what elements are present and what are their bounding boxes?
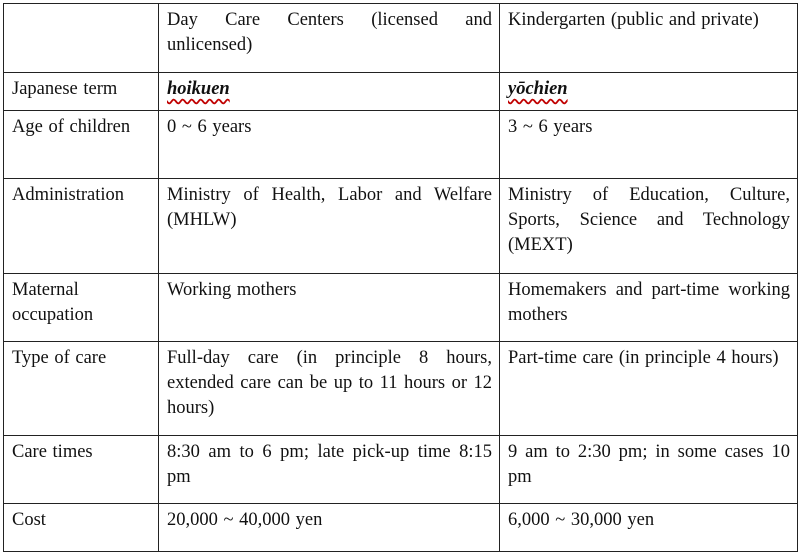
cell-day-care: Ministry of Health, Labor and Welfare (MHLW) [159,179,500,274]
header-row [4,4,798,73]
cell-kindergarten: Ministry of Education, Culture, Sports, Science and Technology (MEXT) [500,179,798,274]
cell-day-care: 20,000 ~ 40,000 yen [159,504,500,552]
cell-kindergarten: Part-time care (in principle 4 hours) [500,342,798,436]
table-row [4,436,798,504]
cell-day-care: Working mothers [159,274,500,342]
cell-kindergarten: 9 am to 2:30 pm; in some cases 10 pm [500,436,798,504]
cell-day-care: Full-day care (in principle 8 hours, extended care can be up to 11 hours or 12 hours) [159,342,500,436]
table-row [4,111,798,179]
cell-day-care: 0 ~ 6 years [159,111,500,179]
cell-day-care [159,73,500,111]
table-row [4,274,798,342]
cell-kindergarten [500,73,798,111]
cell-day-care: 8:30 am to 6 pm; late pick-up time 8:15 pm [159,436,500,504]
cell-kindergarten: Homemakers and part-time working mothers [500,274,798,342]
comparison-table [3,3,798,552]
row-label: Age of children [4,111,159,179]
row-label: Administration [4,179,159,274]
row-label: Care times [4,436,159,504]
row-label: Cost [4,504,159,552]
cell-kindergarten: 3 ~ 6 years [500,111,798,179]
row-label: Maternal occupation [4,274,159,342]
table-row [4,504,798,552]
japanese-term: hoikuen [167,79,230,99]
row-label: Japanese term [4,73,159,111]
table-row [4,342,798,436]
header-cell-empty [4,4,159,73]
header-cell-day-care: Day Care Centers (licensed and unlicensed) [159,4,500,73]
row-label: Type of care [4,342,159,436]
japanese-term: yōchien [508,79,568,99]
table-row [4,73,798,111]
cell-kindergarten: 6,000 ~ 30,000 yen [500,504,798,552]
table-row [4,179,798,274]
header-cell-kindergarten: Kindergarten (public and private) [500,4,798,73]
